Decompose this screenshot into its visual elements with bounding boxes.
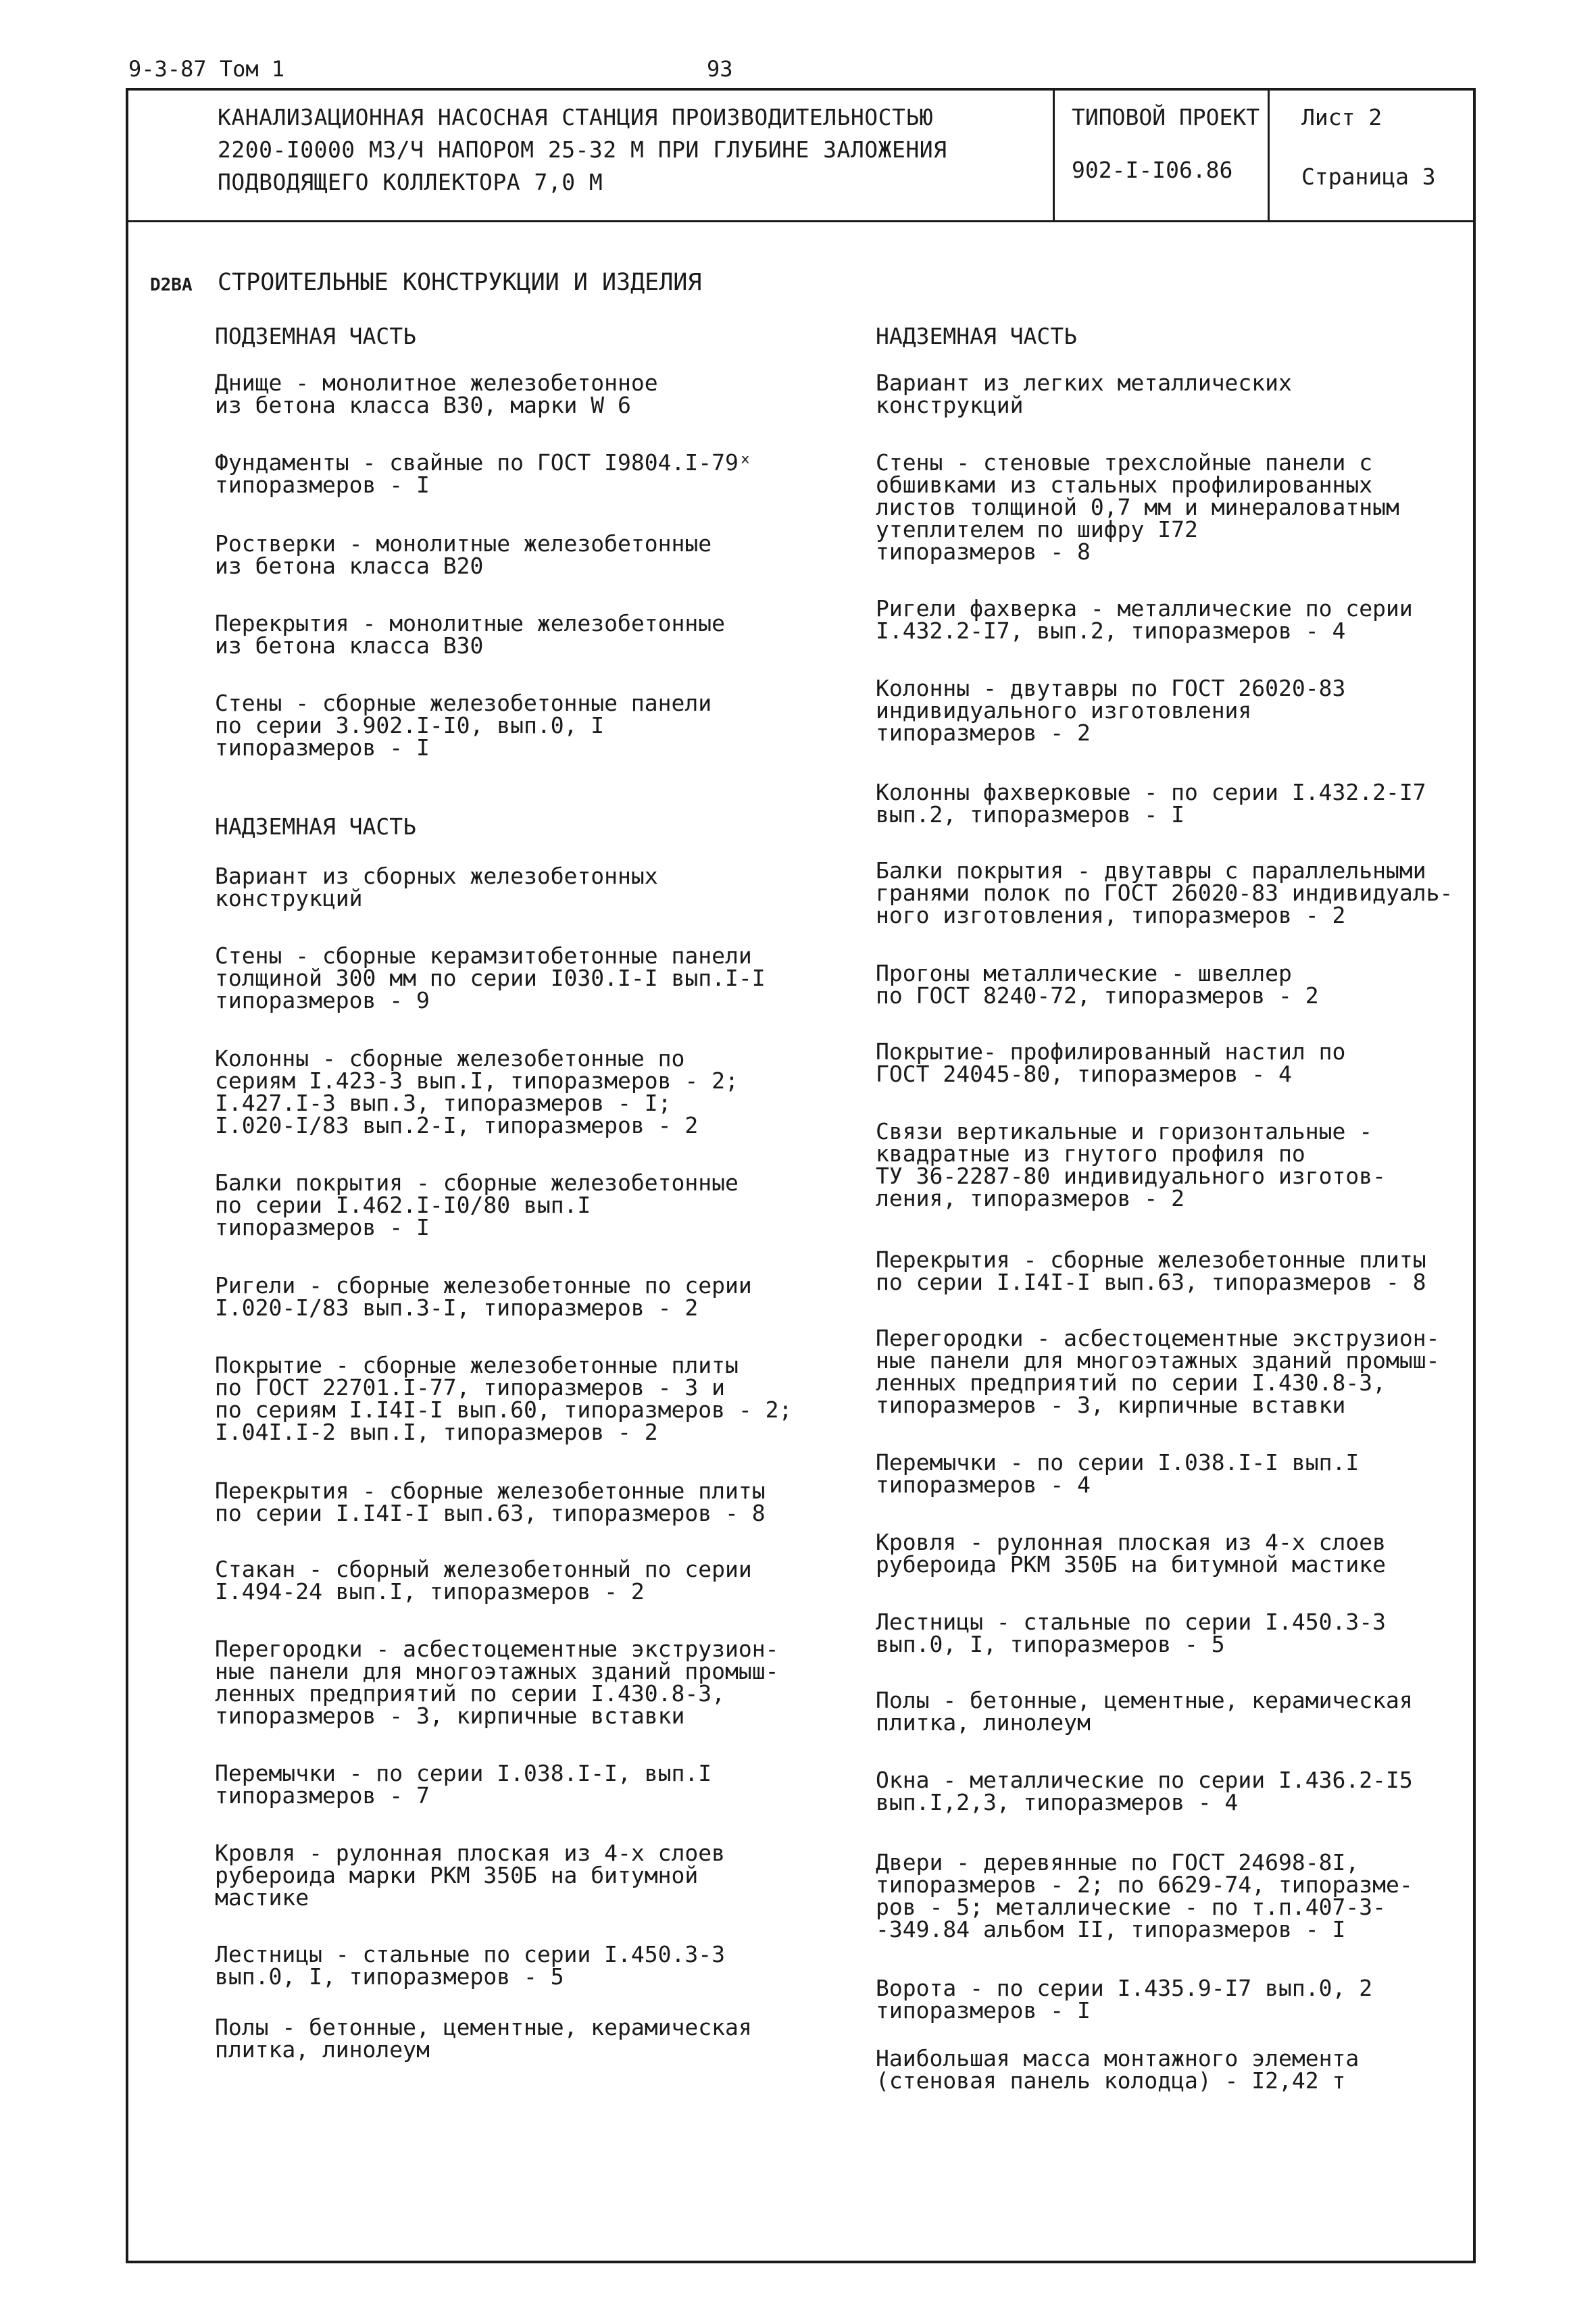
list-item: Лестницы - стальные по серии I.450.3-3 вып.0, I, типоразмеров - 5	[215, 1941, 725, 1990]
list-item: Перекрытия - сборные железобетонные плиты по серии I.I4I-I вып.63, типоразмеров - 8	[876, 1247, 1426, 1295]
title-line-2: 2200-I0000 М3/Ч НАПОРОМ 25-32 М ПРИ ГЛУБИНЕ ЗАЛОЖЕНИЯ	[218, 136, 947, 163]
list-item: Стены - стеновые трехслойные панели с обшивками из стальных профилированных листов толщиной 0,7 мм и минераловатным утеплителем по шифру I72 типоразмеров - 8	[876, 449, 1399, 565]
list-item: Стены - сборные керамзитобетонные панели толщиной 300 мм по серии I030.I-I вып.I-I типоразмеров - 9	[215, 942, 766, 1013]
sheet-label: Лист 2	[1301, 104, 1382, 130]
list-item: Покрытие - сборные железобетонные плиты по ГОСТ 22701.I-77, типоразмеров - 3 и по сериям I.I4I-I вып.60, типоразмеров - 2; I.04I.I-2 вып.I, типоразмеров - 2	[215, 1352, 793, 1445]
list-item: Вариант из сборных железобетонных конструкций	[215, 863, 658, 911]
list-item: Ригели - сборные железобетонные по серии I.020-I/83 вып.3-I, типоразмеров - 2	[215, 1272, 752, 1321]
list-item: Кровля - рулонная плоская из 4-х слоев рубероида марки РКМ 350Б на битумной мастике	[215, 1840, 725, 1911]
list-item: Перемычки - по серии I.038.I-I, вып.I типоразмеров - 7	[215, 1760, 712, 1809]
list-item: Перекрытия - монолитные железобетонные из бетона класса B30	[215, 610, 725, 659]
list-item: Фундаменты - свайные по ГОСТ I9804.I-79ˣ типоразмеров - I	[215, 449, 752, 498]
title-block-divider-2	[1268, 88, 1270, 222]
page-label: Страница 3	[1301, 164, 1436, 190]
project-label: ТИПОВОЙ ПРОЕКТ	[1072, 104, 1260, 130]
list-item: Перегородки - асбестоцементные экструзион- ные панели для многоэтажных зданий промыш- ленных предприятий по серии I.430.8-3, типоразмеров - 3, кирпичные вставки	[876, 1325, 1440, 1418]
title-line-1: КАНАЛИЗАЦИОННАЯ НАСОСНАЯ СТАНЦИЯ ПРОИЗВОДИТЕЛЬНОСТЬЮ	[218, 104, 934, 130]
section-code: D2BA	[150, 275, 193, 295]
list-item: Стакан - сборный железобетонный по серии I.494-24 вып.I, типоразмеров - 2	[215, 1556, 752, 1605]
list-item: Колонны фахверковые - по серии I.432.2-I7 вып.2, типоразмеров - I	[876, 779, 1426, 828]
frame-bottom-line	[126, 2261, 1476, 2263]
list-item: Лестницы - стальные по серии I.450.3-3 вып.0, I, типоразмеров - 5	[876, 1609, 1386, 1657]
page-number: 93	[707, 56, 733, 82]
list-item: Кровля - рулонная плоская из 4-х слоев рубероида РКМ 350Б на битумной мастике	[876, 1529, 1386, 1578]
list-item: Балки покрытия - сборные железобетонные по серии I.462.I-I0/80 вып.I типоразмеров - I	[215, 1169, 739, 1240]
left-aboveground-title: НАДЗЕМНАЯ ЧАСТЬ	[215, 813, 417, 840]
underground-title: ПОДЗЕМНАЯ ЧАСТЬ	[215, 323, 417, 349]
list-item: Стены - сборные железобетонные панели по серии 3.902.I-I0, вып.0, I типоразмеров - I	[215, 690, 712, 761]
list-item: Вариант из легких металлических конструкций	[876, 370, 1292, 418]
list-item: Ригели фахверка - металлические по серии I.432.2-I7, вып.2, типоразмеров - 4	[876, 595, 1413, 644]
section-title: СТРОИТЕЛЬНЫЕ КОНСТРУКЦИИ И ИЗДЕЛИЯ	[218, 269, 702, 296]
list-item: Наибольшая масса монтажного элемента (стеновая панель колодца) - I2,42 т	[876, 2045, 1360, 2094]
list-item: Связи вертикальные и горизонтальные - квадратные из гнутого профиля по ТУ 36-2287-80 индивидуального изготов- ления, типоразмеров - 2	[876, 1118, 1386, 1211]
list-item: Прогоны металлические - швеллер по ГОСТ 8240-72, типоразмеров - 2	[876, 960, 1319, 1009]
title-block-bottom-line	[126, 220, 1476, 222]
list-item: Колонны - двутавры по ГОСТ 26020-83 индивидуального изготовления типоразмеров - 2	[876, 675, 1346, 746]
list-item: Днище - монолитное железобетонное из бетона класса B30, марки W 6	[215, 370, 658, 418]
list-item: Колонны - сборные железобетонные по сериям I.423-3 вып.I, типоразмеров - 2; I.427.I-3 вып.3, типоразмеров - I; I.020-I/83 вып.2-I, типоразмеров - 2	[215, 1045, 739, 1138]
list-item: Перемычки - по серии I.038.I-I вып.I типоразмеров - 4	[876, 1449, 1360, 1498]
title-line-3: ПОДВОДЯЩЕГО КОЛЛЕКТОРА 7,0 М	[218, 169, 603, 195]
list-item: Ростверки - монолитные железобетонные из бетона класса B20	[215, 530, 712, 579]
right-aboveground-title: НАДЗЕМНАЯ ЧАСТЬ	[876, 323, 1078, 349]
document-reference: 9-3-87 Том 1	[128, 56, 285, 82]
list-item: Полы - бетонные, цементные, керамическая плитка, линолеум	[215, 2014, 752, 2063]
list-item: Балки покрытия - двутавры с параллельными гранями полок по ГОСТ 26020-83 индивидуаль- ного изготовления, типоразмеров - 2	[876, 857, 1453, 928]
list-item: Двери - деревянные по ГОСТ 24698-8I, типоразмеров - 2; по 6629-74, типоразме- ров - 5; металлические - по т.п.407-3- -349.84 альбом II, типоразмеров - I	[876, 1849, 1413, 1942]
list-item: Окна - металлические по серии I.436.2-I5 вып.I,2,3, типоразмеров - 4	[876, 1767, 1413, 1815]
frame-left-line	[126, 88, 128, 2263]
left-column-underground	[215, 323, 864, 350]
list-item: Полы - бетонные, цементные, керамическая плитка, линолеум	[876, 1687, 1413, 1736]
frame-right-line	[1473, 88, 1476, 2263]
list-item: Ворота - по серии I.435.9-I7 вып.0, 2 типоразмеров - I	[876, 1975, 1373, 2023]
frame-top-line	[126, 88, 1476, 91]
list-item: Перекрытия - сборные железобетонные плиты по серии I.I4I-I вып.63, типоразмеров - 8	[215, 1478, 766, 1526]
list-item: Покрытие- профилированный настил по ГОСТ 24045-80, типоразмеров - 4	[876, 1038, 1346, 1087]
title-block-divider-1	[1053, 88, 1055, 222]
title-block	[218, 101, 1042, 199]
list-item: Перегородки - асбестоцементные экструзион- ные панели для многоэтажных зданий промыш- ленных предприятий по серии I.430.8-3, типоразмеров - 3, кирпичные вставки	[215, 1636, 779, 1729]
project-number: 902-I-I06.86	[1072, 157, 1233, 183]
